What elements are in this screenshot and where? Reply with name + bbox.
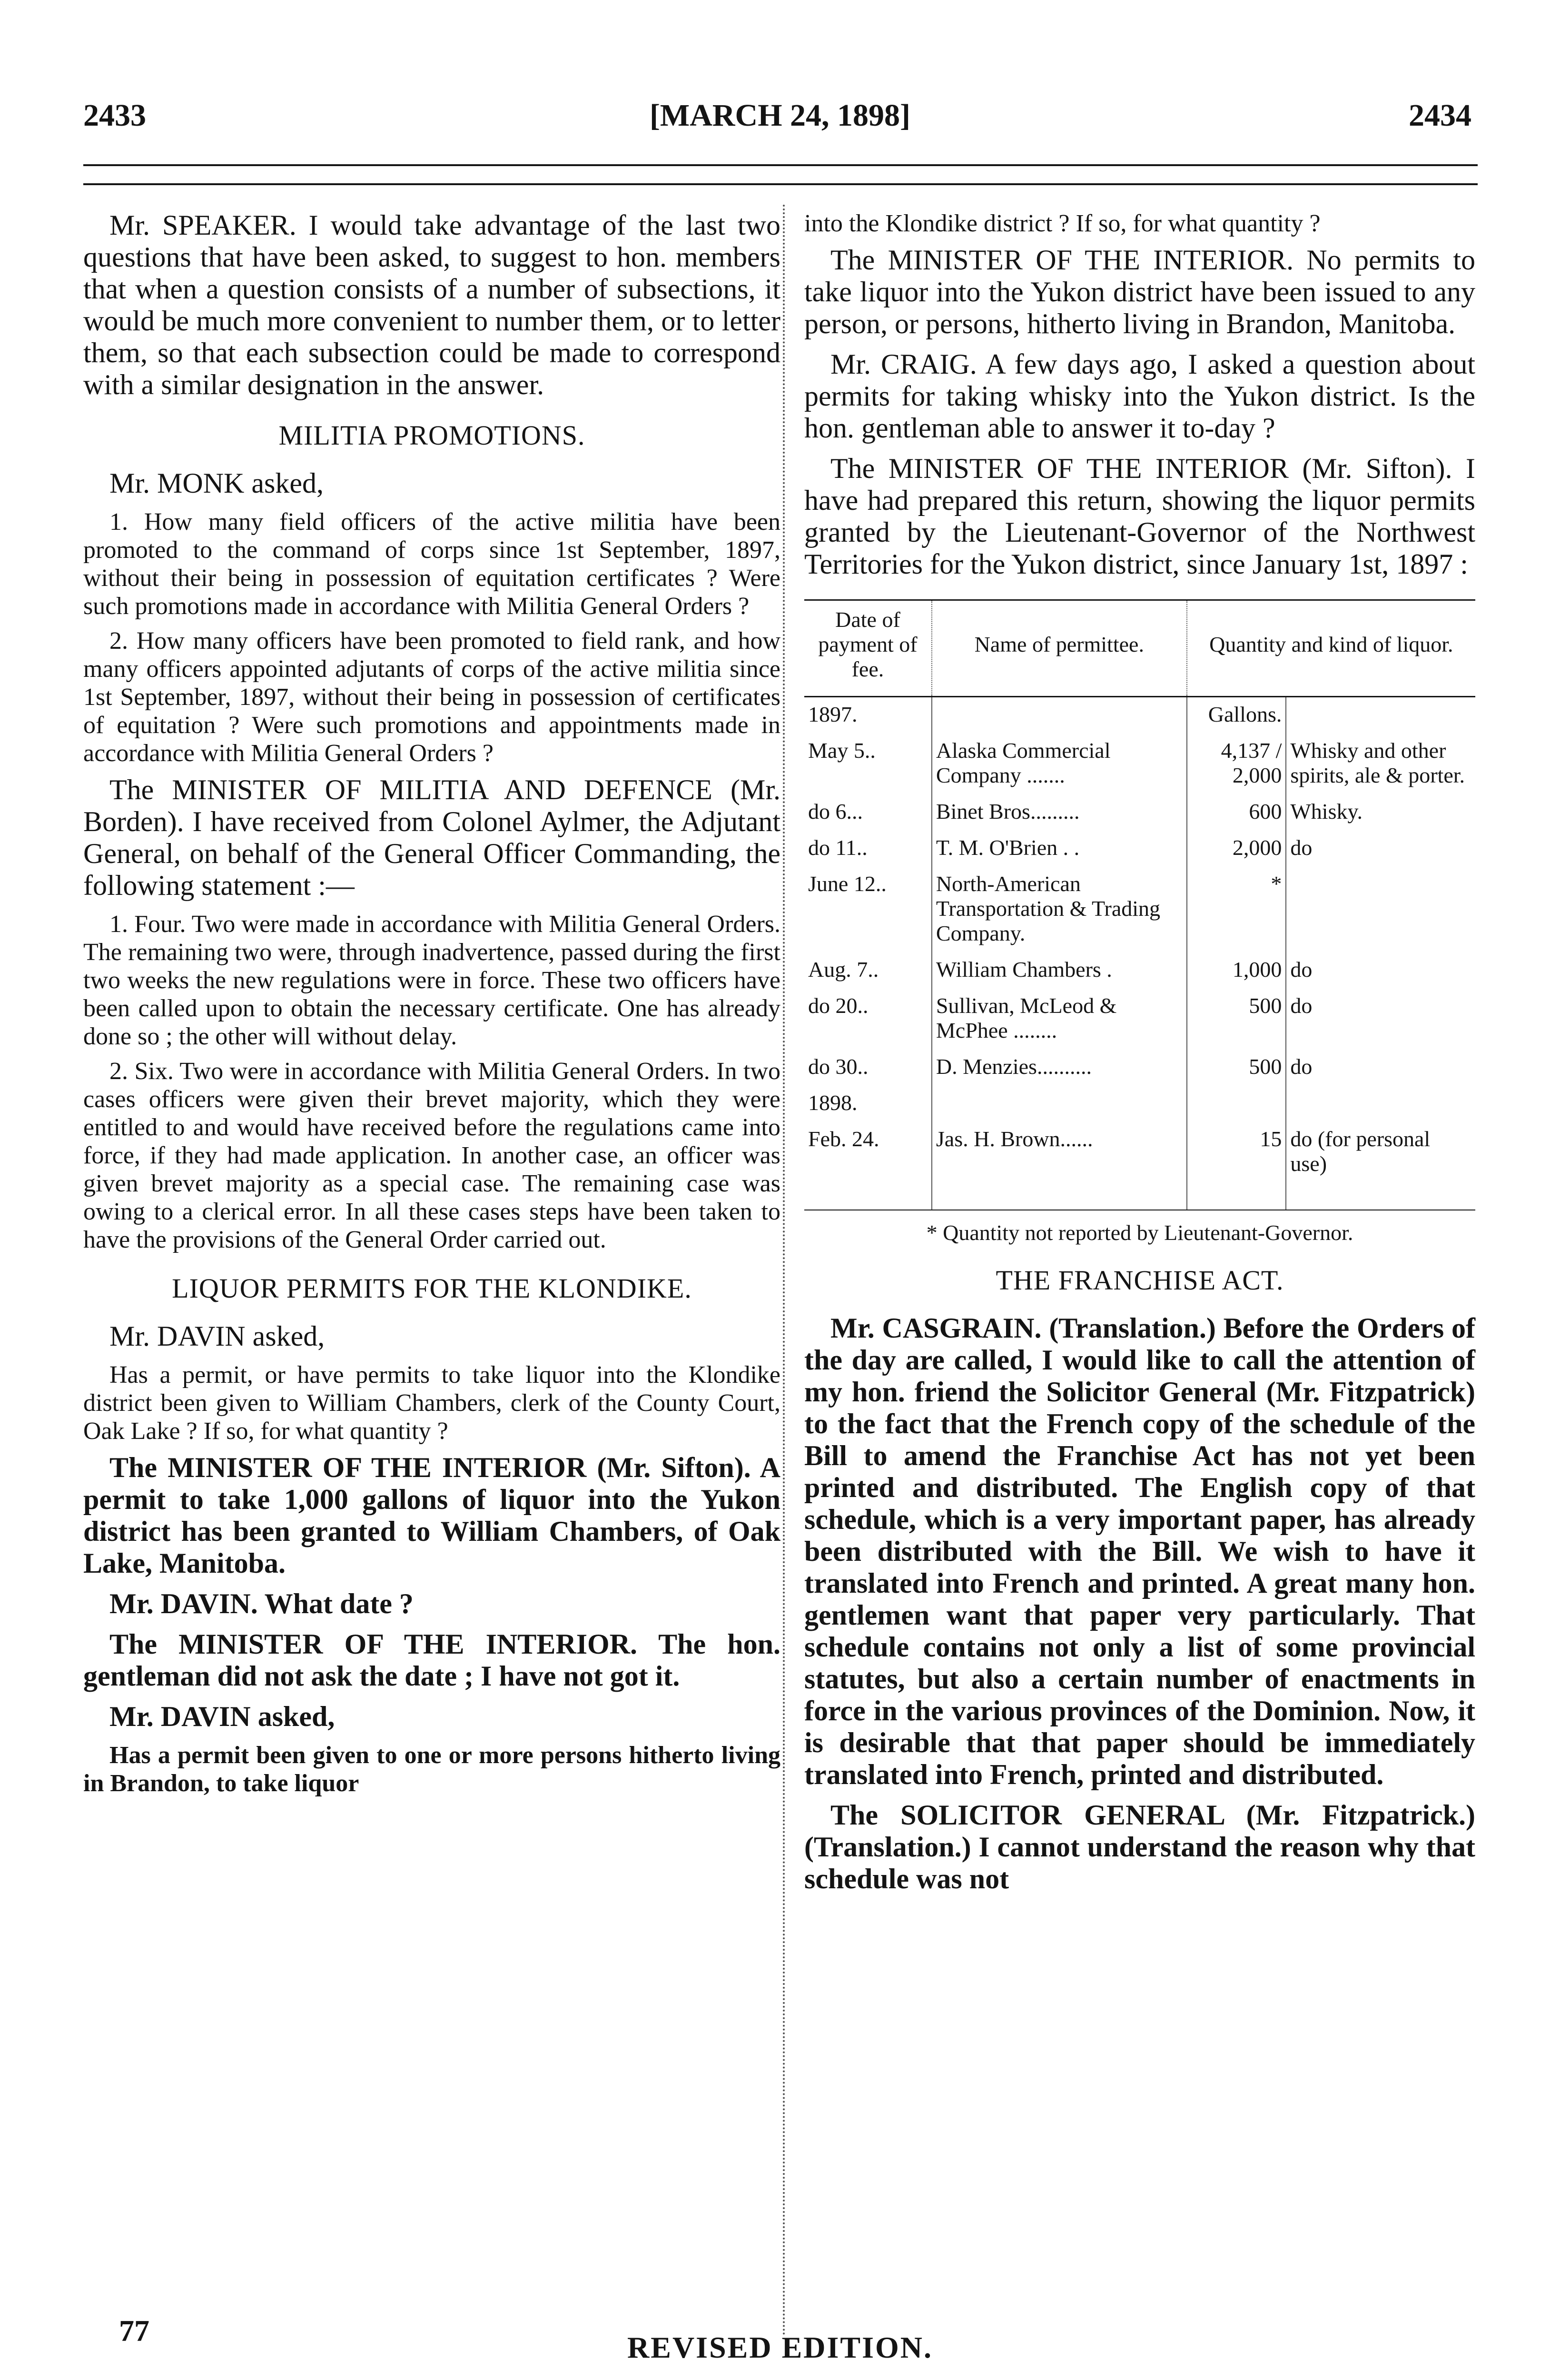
table-cell-quantity: 1,000 bbox=[1187, 952, 1286, 989]
table-cell-kind: do bbox=[1286, 989, 1475, 1050]
table-row bbox=[804, 1086, 1475, 1122]
davin-question: Has a permit, or have permits to take liquor into the Klondike district been given to William Chambers, clerk of the County Court, Oak Lake ? If so, for what quantity ? bbox=[83, 1361, 780, 1445]
table-row bbox=[804, 952, 1475, 989]
table-cell-name: Jas. H. Brown...... bbox=[932, 1122, 1187, 1210]
left-column bbox=[83, 209, 780, 1804]
table-footnote: * Quantity not reported by Lieutenant-Governor. bbox=[926, 1220, 1353, 1245]
table-header-date: Date of payment of fee. bbox=[804, 600, 932, 697]
table-header-name: Name of permittee. bbox=[932, 600, 1187, 697]
table-row bbox=[804, 1050, 1475, 1086]
davin-asked-2: Mr. DAVIN asked, bbox=[109, 1701, 335, 1732]
footer-page-mark: 77 bbox=[119, 2314, 149, 2348]
table-cell-name: Alaska Commercial Company ....... bbox=[932, 734, 1187, 794]
table-cell-date: 1897. bbox=[808, 702, 858, 726]
table-header-row bbox=[804, 600, 1475, 697]
table-cell-name: William Chambers . bbox=[932, 952, 1187, 989]
table-cell-quantity: 600 bbox=[1187, 794, 1286, 831]
table-row bbox=[804, 989, 1475, 1050]
minister-interior-answer-2: The MINISTER OF THE INTERIOR. The hon. gentleman did not ask the date ; I have not got it. bbox=[83, 1628, 780, 1692]
table-cell-name: Binet Bros......... bbox=[932, 794, 1187, 831]
militia-question-1: 1. How many field officers of the active militia have been promoted to the command of corps since 1st September, 1897, without their being in possession of equitation certificates ? Were such promotions made in accordance with Militia General Orders ? bbox=[83, 508, 780, 620]
table-cell-quantity: 500 bbox=[1187, 989, 1286, 1050]
table-header-quantity: Quantity and kind of liquor. bbox=[1187, 600, 1475, 697]
column-divider bbox=[783, 205, 785, 2337]
header-rule-bottom bbox=[83, 183, 1478, 185]
davin-asked: Mr. DAVIN asked, bbox=[109, 1320, 325, 1352]
craig-question: Mr. CRAIG. A few days ago, I asked a question about permits for taking whisky into the Yukon district. Is the hon. gentleman able to answer it to-day ? bbox=[804, 348, 1475, 444]
table-cell-date: do 11.. bbox=[808, 835, 868, 860]
table-row bbox=[804, 697, 1475, 734]
table-row bbox=[804, 734, 1475, 794]
table-cell-date: Feb. 24. bbox=[804, 1122, 932, 1210]
franchise-heading: THE FRANCHISE ACT. bbox=[996, 1265, 1284, 1296]
table-cell-quantity: Gallons. bbox=[1187, 697, 1286, 734]
page-number-right: 2434 bbox=[1409, 98, 1471, 133]
table-cell-quantity: * bbox=[1187, 867, 1286, 952]
table-cell-date: May 5.. bbox=[808, 738, 876, 763]
table-cell-quantity: 2,000 bbox=[1187, 831, 1286, 867]
solicitor-general-paragraph: The SOLICITOR GENERAL (Mr. Fitzpatrick.) (Translation.) I cannot understand the reason why that schedule was not bbox=[804, 1799, 1475, 1894]
speaker-paragraph: Mr. SPEAKER. I would take advantage of the last two questions that have been asked, to suggest to hon. members that when a question consists of a number of subsections, it would be much more convenient to number them, or to letter them, so that each subsection could be made to correspond with a similar designation in the answer. bbox=[83, 209, 780, 400]
table-cell-date: 1898. bbox=[808, 1091, 858, 1115]
table-cell-kind: Whisky. bbox=[1286, 794, 1475, 831]
table-cell-date: Aug. 7.. bbox=[808, 957, 879, 982]
table-cell-kind: Whisky and other spirits, ale & porter. bbox=[1286, 734, 1475, 794]
footer-edition: REVISED EDITION. bbox=[627, 2330, 933, 2364]
table-cell-kind bbox=[1286, 867, 1475, 952]
table-cell-name: D. Menzies.......... bbox=[932, 1050, 1187, 1086]
minister-interior-answer-3: The MINISTER OF THE INTERIOR. No permits to take liquor into the Yukon district have been issued to any person, or persons, hitherto living in Brandon, Manitoba. bbox=[804, 244, 1475, 339]
liquor-permits-table bbox=[804, 599, 1475, 1210]
militia-answer-1: 1. Four. Two were made in accordance with Militia General Orders. The remaining two were, through inadvertence, passed during the first two weeks the new regulations were in force. These two officers have been called upon to obtain the necessary certificate. One has already done so ; the other will without delay. bbox=[83, 911, 780, 1050]
table-body bbox=[804, 697, 1475, 1210]
militia-answer-2: 2. Six. Two were in accordance with Militia General Orders. In two cases officers were given their brevet majority, which they were entitled to and would have received before the regulations came into force, if they had made application. In another case, an officer was given brevet majority as a special case. The remaining case was owing to a clerical error. In all these cases steps have been taken to have the provisions of the General Order carried out. bbox=[83, 1058, 780, 1253]
davin-date: Mr. DAVIN. What date ? bbox=[109, 1588, 414, 1619]
liquor-heading: LIQUOR PERMITS FOR THE KLONDIKE. bbox=[172, 1273, 692, 1304]
table-row bbox=[804, 794, 1475, 831]
page-date: [MARCH 24, 1898] bbox=[649, 98, 911, 133]
table-cell-name bbox=[932, 697, 1187, 734]
casgrain-paragraph: Mr. CASGRAIN. (Translation.) Before the Orders of the day are called, I would like to call the attention of my hon. friend the Solicitor General (Mr. Fitzpatrick) to the fact that the French copy of the schedule of the Bill to amend the Franchise Act has not yet been printed and distributed. The English copy of that schedule, which is a very important paper, has already been distributed with the Bill. We wish to have it translated into French and printed. A great many hon. gentlemen want that paper very particularly. That schedule contains not only a list of some provincial statutes, but also a certain number of enactments in force in the various provinces of the Dominion. Now, it is desirable that that paper should be immediately translated into French, printed and distributed. bbox=[804, 1312, 1475, 1790]
table-cell-kind: do bbox=[1286, 952, 1475, 989]
page-number-left: 2433 bbox=[83, 98, 146, 133]
minister-militia-answer: The MINISTER OF MILITIA AND DEFENCE (Mr. Borden). I have received from Colonel Aylmer, the Adjutant General, on behalf of the General Officer Commanding, the following statement :— bbox=[83, 774, 780, 901]
table-cell-name: Sullivan, McLeod & McPhee ........ bbox=[932, 989, 1187, 1050]
minister-interior-answer-1: The MINISTER OF THE INTERIOR (Mr. Sifton). A permit to take 1,000 gallons of liquor into the Yukon district has been granted to William Chambers, of Oak Lake, Manitoba. bbox=[83, 1452, 780, 1579]
table-row bbox=[804, 831, 1475, 867]
table-cell-quantity: 15 bbox=[1187, 1122, 1286, 1210]
table-cell-date: June 12.. bbox=[808, 872, 887, 896]
right-column bbox=[804, 209, 1475, 1904]
minister-interior-answer-4: The MINISTER OF THE INTERIOR (Mr. Sifton). I have had prepared this return, showing the liquor permits granted by the Lieutenant-Governor of the Northwest Territories for the Yukon district, since January 1st, 1897 : bbox=[804, 453, 1475, 580]
table-cell-kind: do bbox=[1286, 831, 1475, 867]
militia-heading: MILITIA PROMOTIONS. bbox=[278, 420, 585, 451]
table-cell-name bbox=[932, 1086, 1187, 1122]
table-cell-date: do 20.. bbox=[808, 993, 869, 1018]
table-cell-kind bbox=[1286, 1086, 1475, 1122]
table-cell-name: North-American Transportation & Trading Company. bbox=[932, 867, 1187, 952]
table-cell-kind bbox=[1286, 697, 1475, 734]
table-cell-date: do 6... bbox=[808, 799, 863, 823]
militia-question-2: 2. How many officers have been promoted to field rank, and how many officers appointed adjutants of corps of the active militia since 1st September, 1897, without their being in possession of certificates of equitation ? Were such promotions and appointments made in accordance with Militia General Orders ? bbox=[83, 627, 780, 767]
table-cell-quantity bbox=[1187, 1086, 1286, 1122]
table-cell-kind: do bbox=[1286, 1050, 1475, 1086]
table-row bbox=[804, 1122, 1475, 1210]
table-cell-quantity: 4,137 / 2,000 bbox=[1187, 734, 1286, 794]
monk-asked: Mr. MONK asked, bbox=[109, 467, 324, 499]
table-row bbox=[804, 867, 1475, 952]
davin-question-2-end: into the Klondike district ? If so, for what quantity ? bbox=[804, 210, 1321, 237]
table-cell-kind: do (for personal use) bbox=[1286, 1122, 1475, 1210]
table-cell-name: T. M. O'Brien . . bbox=[932, 831, 1187, 867]
header-rule-top bbox=[83, 164, 1478, 166]
table-cell-quantity: 500 bbox=[1187, 1050, 1286, 1086]
table-cell-date: do 30.. bbox=[808, 1054, 869, 1079]
davin-question-2-start: Has a permit been given to one or more persons hitherto living in Brandon, to take liquor bbox=[83, 1742, 780, 1797]
